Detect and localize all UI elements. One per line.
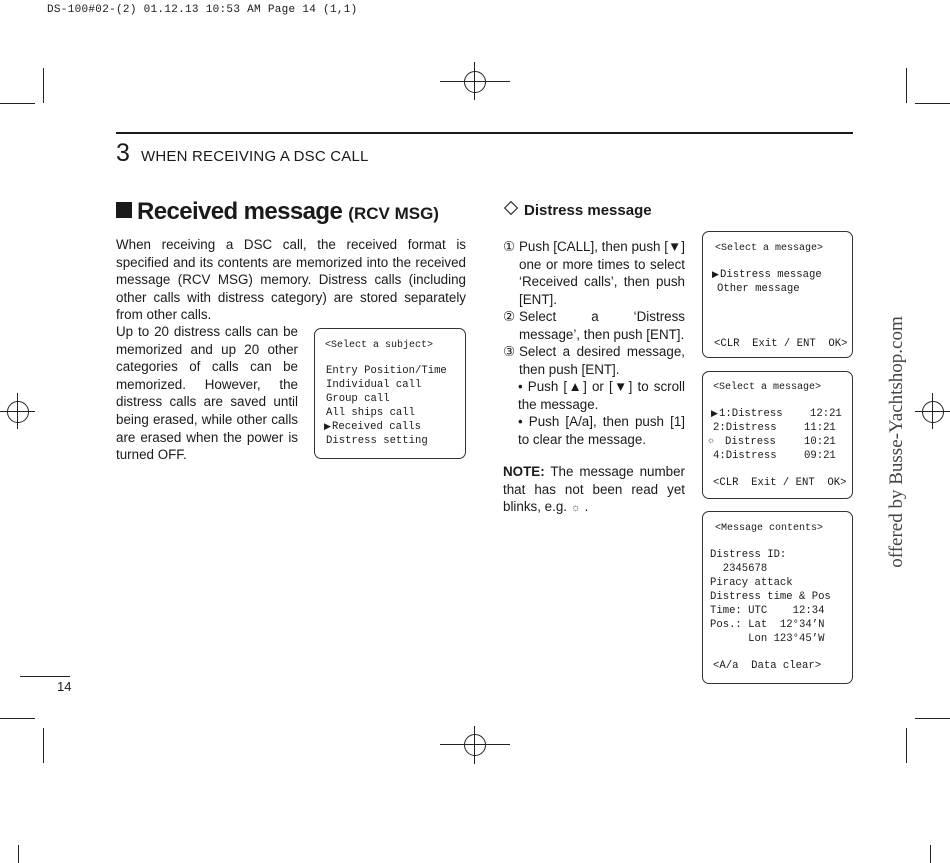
lcd-item-label: Distress (725, 436, 776, 448)
lcd-subject-screen (314, 328, 466, 459)
section-title: Received message (137, 198, 343, 225)
lcd-item: Individual call (326, 379, 422, 391)
step-number: ② (503, 309, 516, 324)
lcd-message-type-screen (702, 231, 853, 358)
lcd-footer: <A/a Data clear> (713, 660, 822, 672)
lcd-item-label: 2:Distress (713, 422, 777, 434)
print-header: DS-100#02-(2) 01.12.13 10:53 AM Page 14 (1,1) (47, 4, 358, 16)
lcd-content-line: Distress time & Pos (710, 591, 831, 603)
square-bullet-icon (116, 202, 132, 218)
step-2 (503, 308, 685, 344)
lcd-footer: <CLR Exit / ENT OK> (714, 338, 848, 350)
lcd-item-time: 09:21 (804, 450, 836, 462)
lcd-message-list-screen (702, 371, 853, 499)
step-number: ① (503, 239, 516, 254)
intro-paragraph: When receiving a DSC call, the received format is specified and its contents are memorized into the received message (RCV MSG) memory. Distress calls (including other calls with distress category) are stored separately from other calls. (116, 237, 466, 323)
blink-indicator-icon: ☼ (570, 502, 581, 515)
lcd-footer: <CLR Exit / ENT OK> (713, 477, 847, 489)
lcd-header: <Select a subject> (325, 340, 434, 351)
note-label: NOTE: (503, 464, 545, 479)
diamond-icon (504, 201, 518, 215)
note-paragraph: NOTE: The message number that has not been read yet blinks, e.g. ☼ . (503, 464, 685, 515)
lcd-content-line: Lon 123°45’W (710, 633, 825, 645)
step-1 (503, 238, 685, 308)
selection-arrow-icon: ▶ (711, 409, 718, 419)
lcd-item: Group call (326, 393, 390, 405)
chapter-rule (116, 132, 853, 134)
lcd-item-label: 4:Distress (713, 450, 777, 462)
lcd-content-line: Piracy attack (710, 577, 793, 589)
distress-heading-text: Distress message (524, 202, 652, 219)
distress-heading (503, 202, 652, 219)
lcd-item: All ships call (326, 407, 416, 419)
bullet-scroll (518, 378, 685, 414)
bullet-text: • Push [A/a], then push [1] to clear the message. (518, 414, 685, 447)
lcd-item-selected: Received calls (332, 421, 422, 433)
selection-arrow-icon: ▶ (712, 270, 719, 280)
section-subtitle: (RCV MSG) (348, 204, 439, 223)
step-number: ③ (503, 344, 516, 359)
lcd-item: Other message (717, 283, 800, 295)
chapter-title: WHEN RECEIVING A DSC CALL (141, 148, 369, 165)
lcd-content-line: Distress ID: (710, 549, 787, 561)
lcd-content-line: Time: UTC 12:34 (710, 605, 825, 617)
note-text: The message number that has not been read yet blinks, e.g. (503, 464, 685, 515)
lcd-item: Entry Position/Time (326, 365, 447, 377)
step-text: Push [CALL], then push [▼] one or more times to select ‘Received calls’, then push [ENT]. (519, 239, 685, 307)
lcd-content-line: 2345678 (710, 563, 768, 575)
lcd-item-time: 12:21 (810, 408, 842, 420)
lcd-item-label: 1:Distress (719, 408, 783, 420)
chapter-number: 3 (116, 139, 130, 167)
lcd-header: <Select a message> (715, 243, 824, 254)
lcd-content-line: Pos.: Lat 12°34’N (710, 619, 825, 631)
bullet-text: • Push [▲] or [▼] to scroll the message. (518, 379, 685, 412)
lcd-message-contents-screen (702, 511, 853, 684)
blink-indicator-icon: ☼ (708, 436, 715, 447)
step-text: Select a desired message, then push [ENT]. (519, 344, 685, 377)
lcd-header: <Message contents> (715, 523, 824, 534)
page-number: 14 (57, 679, 72, 694)
lcd-header: <Select a message> (713, 382, 822, 393)
lcd-item-time: 10:21 (804, 436, 836, 448)
step-text: Select a ‘Distress message’, then push [ENT]. (519, 309, 685, 342)
page-number-rule (20, 676, 70, 677)
lcd-item-selected: Distress message (720, 269, 822, 281)
lcd-item-time: 11:21 (804, 422, 836, 434)
lcd-item: Distress setting (326, 435, 428, 447)
step-3 (503, 343, 685, 379)
watermark: offered by Busse-Yachtshop.com (886, 316, 907, 568)
selection-arrow-icon: ▶ (324, 422, 331, 432)
memory-paragraph: Up to 20 distress calls can be memorized and up 20 other categories of calls can be memorized. However, the distress calls are saved until being erased, while other calls are erased when the power is turned OFF. (116, 324, 298, 463)
bullet-clear (518, 413, 685, 449)
section-heading (116, 198, 439, 226)
